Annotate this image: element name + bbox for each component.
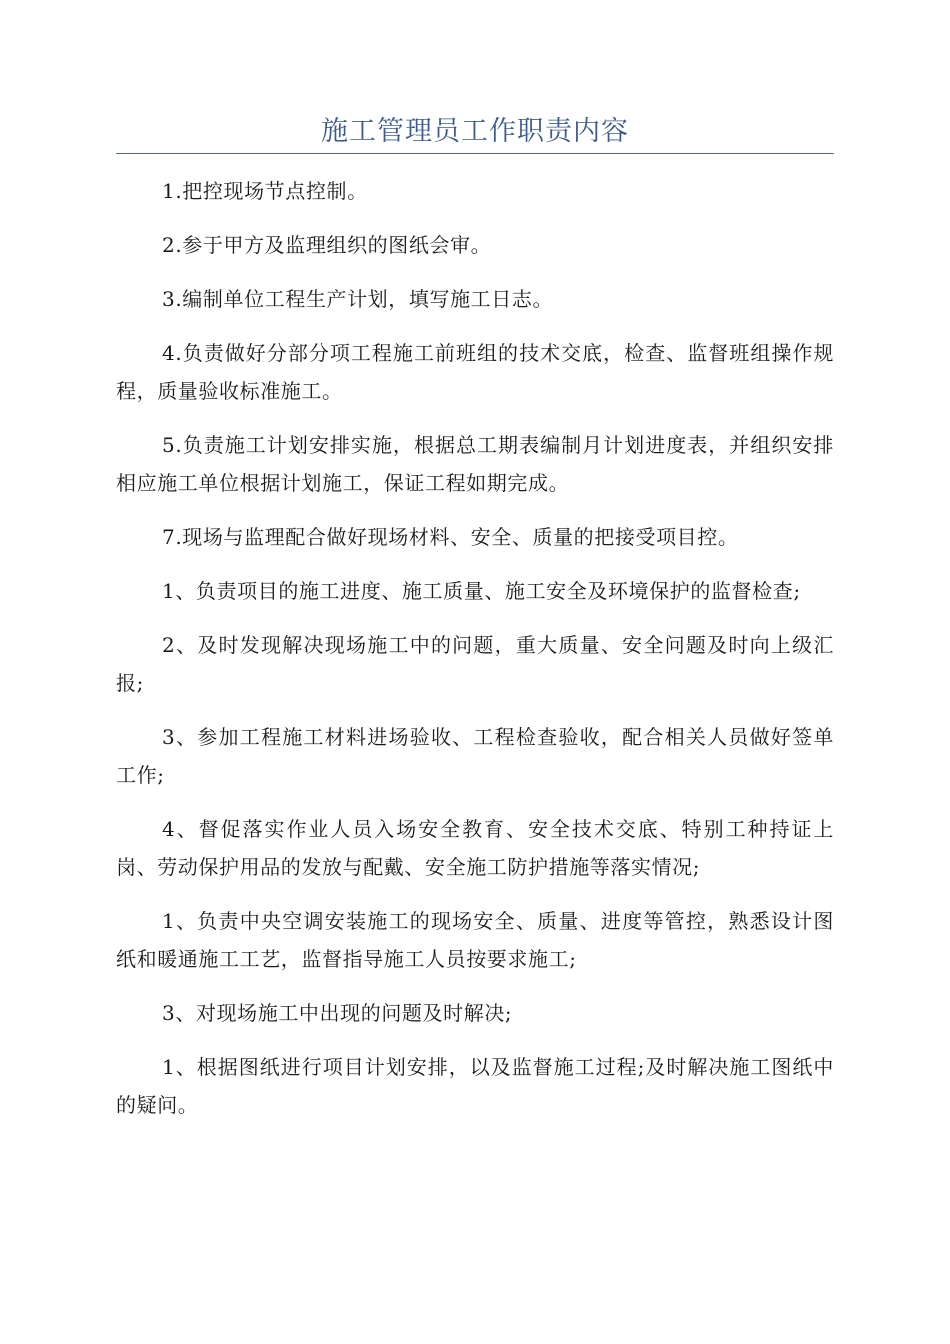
paragraph: 1.把控现场节点控制。: [162, 179, 368, 203]
paragraph: 2、及时发现解决现场施工中的问题，重大质量、安全问题及时向上级汇报;: [116, 633, 834, 695]
paragraph: 3.编制单位工程生产计划，填写施工日志。: [162, 287, 554, 311]
paragraph: 1、根据图纸进行项目计划安排，以及监督施工过程;及时解决施工图纸中的疑问。: [116, 1055, 834, 1117]
paragraph: 4.负责做好分部分项工程施工前班组的技术交底，检查、监督班组操作规程，质量验收标准施工。: [116, 341, 834, 403]
document-title: 施工管理员工作职责内容: [321, 116, 629, 147]
paragraph: 2.参于甲方及监理组织的图纸会审。: [162, 233, 492, 257]
paragraph: 4、督促落实作业人员入场安全教育、安全技术交底、特别工种持证上岗、劳动保护用品的发放与配戴、安全施工防护措施等落实情况;: [116, 817, 834, 879]
paragraph: 1、负责中央空调安装施工的现场安全、质量、进度等管控，熟悉设计图纸和暖通施工工艺，监督指导施工人员按要求施工;: [116, 909, 834, 971]
paragraph: 3、对现场施工中出现的问题及时解决;: [162, 1001, 513, 1025]
paragraph: 7.现场与监理配合做好现场材料、安全、质量的把接受项目控。: [162, 525, 739, 549]
paragraph: 3、参加工程施工材料进场验收、工程检查验收，配合相关人员做好签单工作;: [116, 725, 834, 787]
document-body: [116, 172, 834, 1140]
title-underline: [116, 153, 834, 154]
paragraph: 5.负责施工计划安排实施，根据总工期表编制月计划进度表，并组织安排相应施工单位根据计划施工，保证工程如期完成。: [116, 433, 834, 495]
paragraph: 1、负责项目的施工进度、施工质量、施工安全及环境保护的监督检查;: [162, 579, 801, 603]
